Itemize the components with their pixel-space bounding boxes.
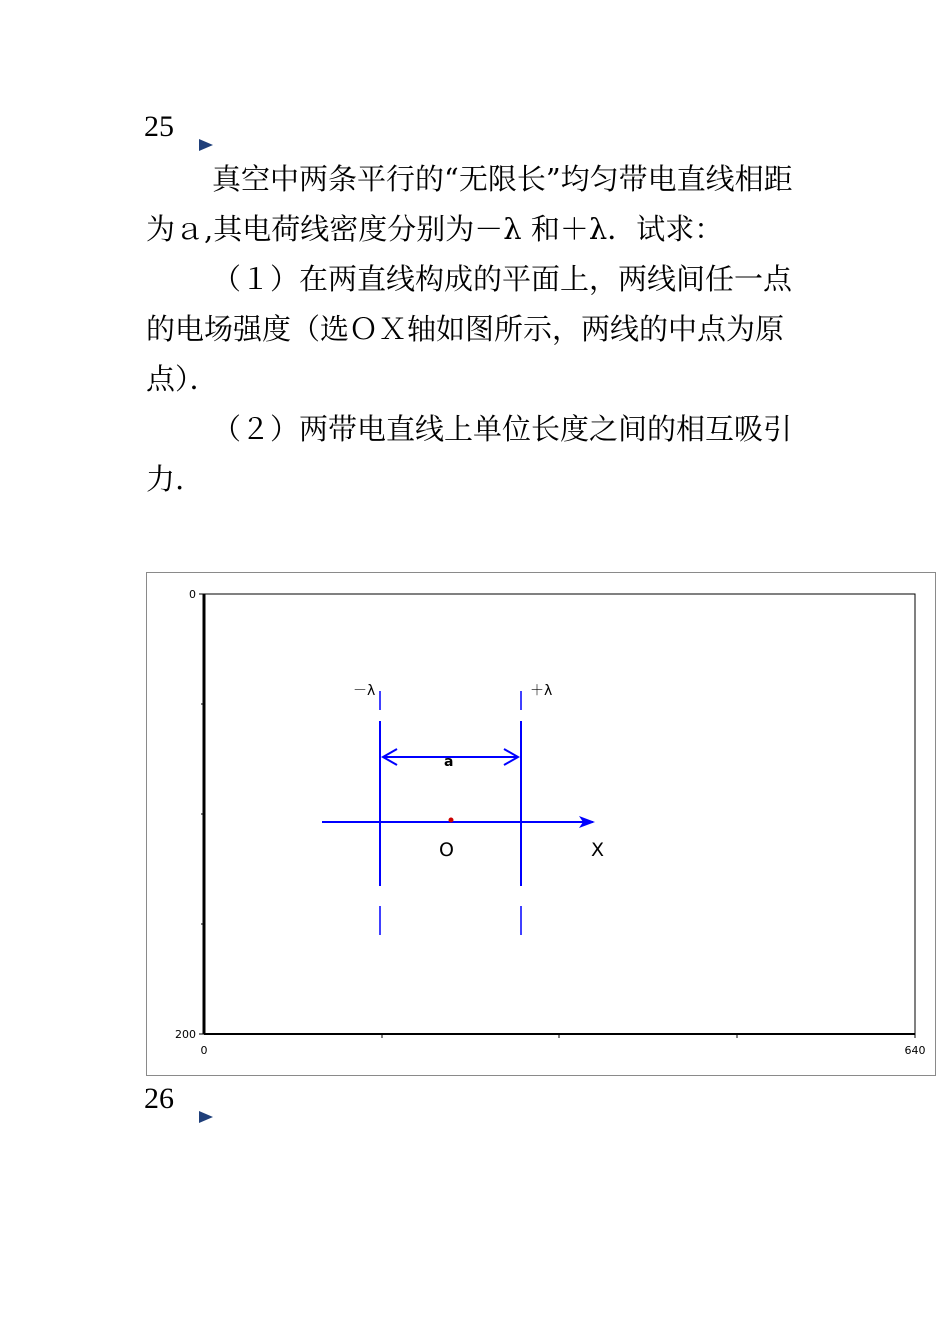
triangle-marker-icon [198,1110,214,1124]
problem-statement [146,154,816,504]
distance-label: a [444,754,454,770]
question-2: （２）两带电直线上单位长度之间的相互吸引力. [146,412,793,496]
axis-label: X [591,839,605,861]
figure-diagram [147,573,937,1077]
y-bottom-tick-label: 200 [175,1028,196,1041]
origin-label: O [439,839,454,861]
origin-dot [449,818,454,823]
problem-intro: 真空中两条平行的“无限长”均匀带电直线相距为ａ,其电荷线密度分别为－λ 和＋λ．试求： [146,162,793,246]
x-right-tick-label: 640 [904,1044,926,1057]
x-left-tick-label: 0 [200,1044,208,1057]
plot-frame [204,594,915,1034]
question-1: （１）在两直线构成的平面上，两线间任一点的电场强度（选ＯＸ轴如图所示，两线的中点为原点）． [146,262,793,396]
figure-panel [146,572,936,1076]
y-top-tick-label: 0 [189,588,196,601]
triangle-marker-icon [198,138,214,152]
problem-number: 26 [144,1082,174,1115]
right-line-label: ＋λ [530,683,553,699]
left-line-label: －λ [353,683,376,699]
problem-number: 25 [144,110,174,143]
